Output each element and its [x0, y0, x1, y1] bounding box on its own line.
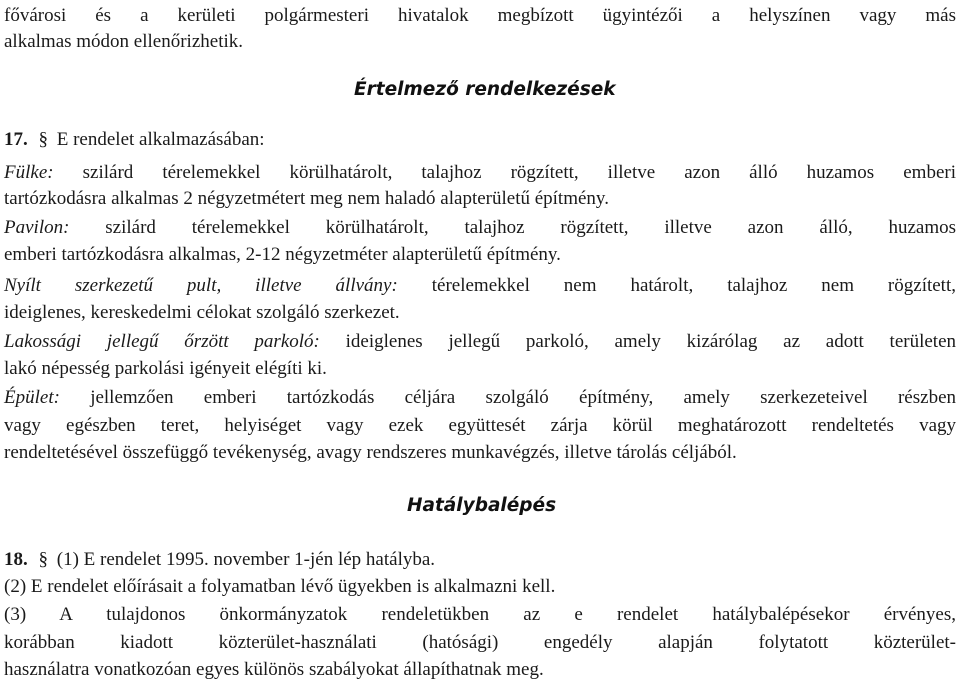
- text-line: használatra vonatkozóan egyes különös szabályokat állapíthatnak meg.: [4, 659, 544, 680]
- section-18-p3: (3) A tulajdonos önkormányzatok rendeletükben az e rendelet hatálybalépésekor érvényes,: [4, 604, 956, 625]
- definition-text: ideiglenes jellegű parkoló, amely kizárólag az adott területen: [345, 331, 957, 352]
- definition-pavilon: [4, 216, 956, 240]
- text-line: fővárosi és a kerületi polgármesteri hivatalok megbízott ügyintézői a helyszínen vagy más: [4, 5, 956, 26]
- text-line: korábban kiadott közterület-használati (hatósági) engedély alapján folytatott közterület-: [4, 632, 956, 653]
- text-line: rendeltetésével összefüggő tevékenység, avagy rendszeres munkavégzés, illetve tárolás céljából.: [4, 442, 737, 463]
- definition-term: Lakossági jellegű őrzött parkoló:: [4, 331, 320, 352]
- definition-text: szilárd térelemekkel körülhatárolt, talajhoz rögzített, illetve azon álló huzamos emberi: [82, 162, 956, 183]
- section-18-p1: [4, 548, 956, 572]
- definition-term: Fülke:: [4, 162, 54, 183]
- text-line: ideiglenes, kereskedelmi célokat szolgáló szerkezet.: [4, 302, 400, 323]
- paragraph-sign: §: [38, 549, 48, 570]
- text-line: vagy egészben teret, helyiséget vagy ezek együttesét zárja körül meghatározott rendeltetés vagy: [4, 415, 956, 436]
- section-number: 17.: [4, 129, 28, 150]
- definition-epulet: [4, 386, 956, 410]
- section-18-p2: (2) E rendelet előírásait a folyamatban lévő ügyekben is alkalmazni kell.: [4, 576, 556, 597]
- paragraph-text: (1) E rendelet 1995. november 1-jén lép hatályba.: [56, 549, 436, 570]
- text-line: tartózkodásra alkalmas 2 négyzetmétert meg nem haladó alapterületű építmény.: [4, 188, 609, 209]
- definition-lakossagi-parkolo: [4, 330, 956, 354]
- section-number: 18.: [4, 549, 28, 570]
- section-17-intro: [4, 128, 956, 152]
- definition-text: jellemzően emberi tartózkodás céljára szolgáló építmény, amely szerkezeteivel részben: [90, 387, 956, 408]
- section-heading-hatalybalepes: Hatálybalépés: [407, 495, 557, 516]
- definition-term: Pavilon:: [4, 217, 70, 238]
- text-line: emberi tartózkodásra alkalmas, 2-12 négyzetméter alapterületű építmény.: [4, 244, 561, 265]
- section-heading-ertelmezo: Értelmező rendelkezések: [354, 79, 616, 100]
- definition-text: térelemekkel nem határolt, talajhoz nem rögzített,: [431, 275, 956, 296]
- definition-term: Épület:: [4, 387, 60, 408]
- text-line: alkalmas módon ellenőrizhetik.: [4, 31, 244, 52]
- definition-nyilt-pult: [4, 274, 956, 298]
- paragraph-sign: §: [38, 129, 48, 150]
- intro-text: E rendelet alkalmazásában:: [56, 129, 265, 150]
- definition-text: szilárd térelemekkel körülhatárolt, talajhoz rögzített, illetve azon álló, huzamos: [105, 217, 956, 238]
- text-line: lakó népesség parkolási igényeit elégíti ki.: [4, 358, 327, 379]
- definition-fulke: [4, 161, 956, 185]
- definition-term: Nyílt szerkezetű pult, illetve állvány:: [4, 275, 398, 296]
